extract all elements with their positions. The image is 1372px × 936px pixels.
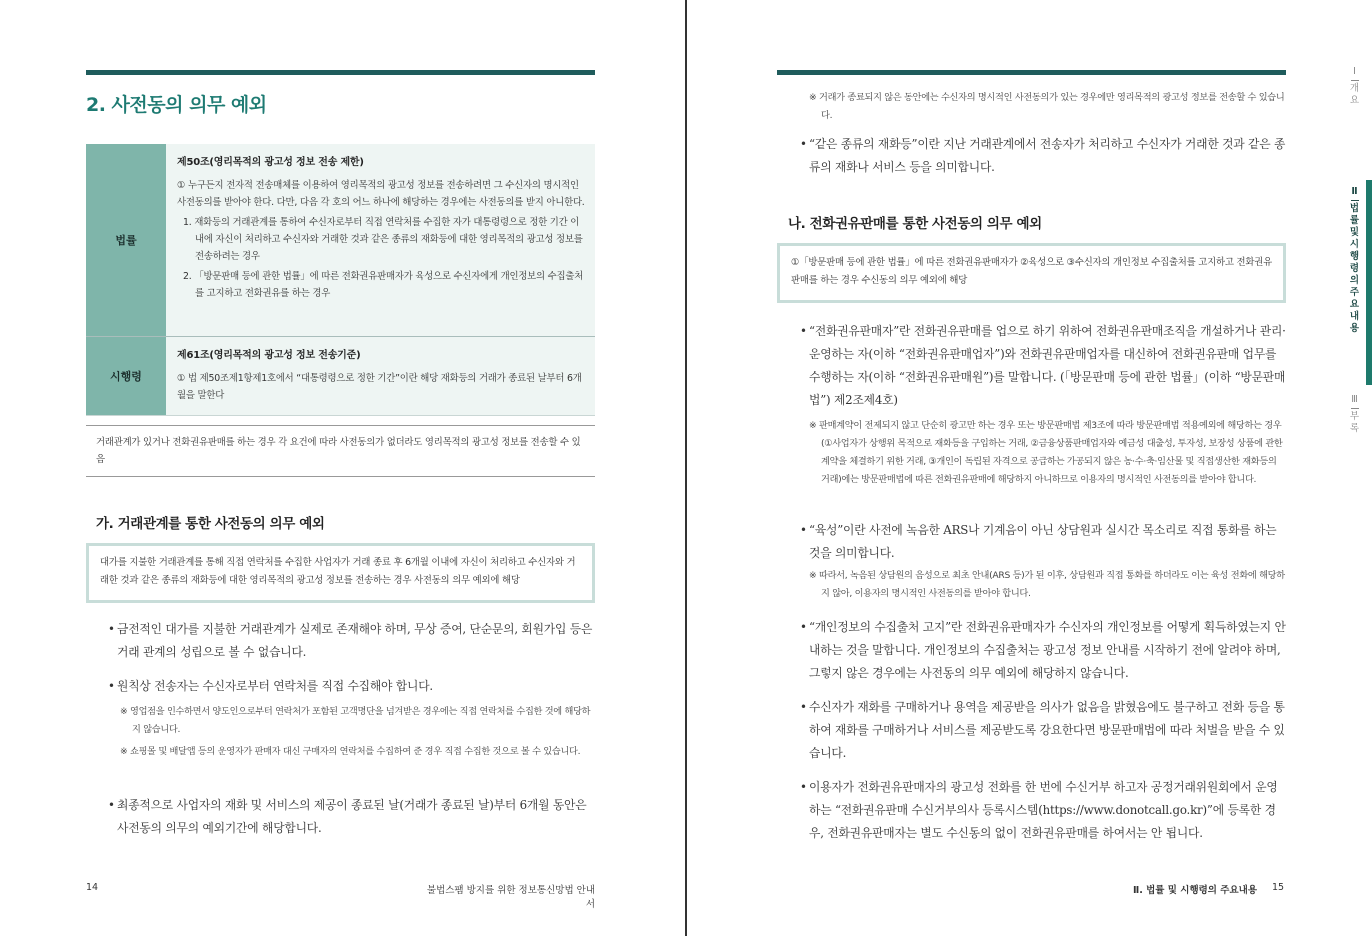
tab-char: 시 (1349, 239, 1360, 250)
law-table (86, 144, 595, 416)
bullet-dot: • (800, 700, 807, 714)
law-label: 법률 (86, 144, 166, 336)
footer-title: Ⅱ. 법률 및 시행령의 주요내용 (1132, 885, 1257, 896)
bullet-dot: • (800, 137, 807, 151)
article-title: 제61조(영리목적의 광고성 정보 전송기준) (177, 350, 361, 361)
bullet-item (800, 133, 1287, 179)
bullet-item (800, 696, 1287, 765)
bullet-dot: • (108, 798, 115, 812)
note-item: ※ 거래가 종료되지 않은 동안에는 수신자의 명시적인 사전동의가 있는 경우에만 영리목적의 광고성 정보를 전송할 수 있습니다. (809, 92, 1285, 121)
subsection-title-a: 가. 거래관계를 통한 사전동의 의무 예외 (96, 516, 325, 532)
notes-list (809, 417, 1287, 493)
law-label: 시행령 (86, 337, 166, 415)
chapter-tab-1[interactable] (1337, 66, 1372, 107)
tab-char: 요 (1349, 299, 1360, 310)
article-item: 1. 재화등의 거래관계를 통하여 수신자로부터 직접 연락처를 수집한 자가 대통령령으로 정한 기간 이내에 자신이 처리하고 수신자와 거래한 것과 같은 종류의 재화등에 대한 영리목적의 광고성 정보를 전송하려는 경우 (183, 217, 583, 262)
law-body (166, 144, 595, 336)
article-title: 제50조(영리목적의 광고성 정보 전송 제한) (177, 157, 364, 168)
bullet-text: “육성”이란 사전에 녹음한 ARS나 기계음이 아닌 상담원과 실시간 목소리로 직접 통화를 하는 것을 의미합니다. (809, 523, 1277, 560)
note-item: ※ 판매계약이 전제되지 않고 단순히 광고만 하는 경우 또는 방문판매법 제3조에 따라 방문판매법 적용예외에 해당하는 경우(①사업자가 상행위 목적으로 재화등을 구입하는 거래, ②금융상품판매업자와 예금성 대출성, 투자성, 보장성 상품에 관한 계약을 체결하기 위한 거래, ③개인이 독립된 자격으로 공급하는 가공되지 않은 농·수·축·임산물 및 직접생산한 재화등의 거래)에는 방문판매법에 따른 전화권유판매에 해당하지 아니하므로 이용자의 명시적인 사전동의를 받아야 합니다. (809, 420, 1283, 485)
note-item: ※ 영업점을 인수하면서 양도인으로부터 연락처가 포함된 고객명단을 넘겨받은 경우에는 직접 연락처를 수집한 것에 해당하지 않습니다. (120, 706, 591, 735)
right-page (687, 0, 1372, 936)
bullet-text: “같은 종류의 재화등”이란 지난 거래관계에서 전송자가 처리하고 수신자가 거래한 것과 같은 종류의 재화나 서비스 등을 의미합니다. (809, 137, 1286, 174)
section-title: 2. 사전동의 의무 예외 (86, 94, 267, 116)
bullet-dot: • (800, 324, 807, 338)
tab-char: 록 (1349, 423, 1360, 434)
tab-char: 용 (1349, 323, 1360, 334)
bullet-item (108, 618, 595, 664)
bullet-item (800, 519, 1287, 565)
tab-char: 령 (1349, 263, 1360, 274)
subsection-title-b: 나. 전화권유판매를 통한 사전동의 의무 예외 (788, 216, 1042, 232)
bullet-text: 수신자가 재화를 구매하거나 용역을 제공받을 의사가 없음을 밝혔음에도 불구하고 전화 등을 통하여 재화를 구매하거나 서비스를 제공받도록 강요한다면 방문판매법에 따라 처벌을 받을 수 있습니다. (809, 700, 1285, 760)
bullet-item (800, 320, 1287, 412)
highlight-box-b: ①「방문판매 등에 관한 법률」에 따른 전화권유판매자가 ②육성으로 ③수신자의 개인정보 수집출처를 고지하고 전화권유판매를 하는 경우 수신동의 의무 예외에 해당 (777, 243, 1286, 303)
chapter-tab-3[interactable] (1337, 394, 1372, 435)
top-rule (86, 70, 595, 75)
left-page (0, 0, 685, 936)
article-paragraph: ① 누구든지 전자적 전송매체를 이용하여 영리목적의 광고성 정보를 전송하려면 그 수신자의 명시적인 사전동의를 받아야 한다. 다만, 다음 각 호의 어느 하나에 해당하는 경우에는 사전동의를 받지 아니한다. (177, 180, 585, 208)
page-number: 14 (86, 882, 99, 893)
note-item: ※ 따라서, 녹음된 상담원의 음성으로 최초 안내(ARS 등)가 된 이후, 상담원과 직접 통화를 하더라도 이는 육성 전화에 해당하지 않아, 이용자의 명시적인 사전동의를 받아야 합니다. (809, 570, 1285, 599)
bullet-dot: • (108, 622, 115, 636)
bullet-text: 금전적인 대가를 지불한 거래관계가 실제로 존재해야 하며, 무상 증여, 단순문의, 회원가입 등은 거래 관계의 성립으로 볼 수 없습니다. (117, 622, 593, 659)
tab-char: 내 (1349, 311, 1360, 322)
summary-note: 거래관계가 있거나 전화권유판매를 하는 경우 각 요건에 따라 사전동의가 없더라도 영리목적의 광고성 정보를 전송할 수 있음 (86, 425, 595, 477)
bullet-item (108, 794, 595, 840)
notes-list (120, 703, 595, 765)
bullet-text: 원칙상 전송자는 수신자로부터 연락처를 직접 수집해야 합니다. (117, 679, 433, 693)
tab-char: 행 (1349, 251, 1360, 262)
tab-char: 요 (1349, 95, 1360, 106)
bullet-text: “개인정보의 수집출처 고지”란 전화권유판매자가 수신자의 개인정보를 어떻게 획득하였는지 안내하는 것을 말합니다. 개인정보의 수집출처는 광고성 정보 안내를 시작하기 전에 알려야 하며, 그렇지 않은 경우에는 사전동의 의무 예외에 해당하지 않습니다. (809, 620, 1286, 680)
bullet-item (108, 675, 595, 698)
bullet-item (800, 616, 1287, 685)
bullet-dot: • (800, 780, 807, 794)
top-note (809, 89, 1287, 129)
tab-roman: Ⅰ (1353, 66, 1356, 77)
tab-char: 법 (1349, 203, 1360, 214)
footer-title: 불법스팸 방지를 위한 정보통신망법 안내서 (426, 885, 595, 910)
tab-char: 및 (1349, 227, 1360, 238)
bullet-text: 이용자가 전화권유판매자의 광고성 전화를 한 번에 수신거부 하고자 공정거래위원회에서 운영하는 “전화권유판매 수신거부의사 등록시스템(https://www.donotcall.go.kr)”에 등록한 경우, 전화권유판매자는 별도 수신동의 없이 전화권유판매를 하여서는 안 됩니다. (809, 780, 1278, 840)
chapter-tab-2[interactable] (1337, 186, 1372, 335)
bullet-dot: • (800, 523, 807, 537)
bullet-dot: • (800, 620, 807, 634)
bullet-dot: • (108, 679, 115, 693)
tab-char: 부 (1349, 411, 1360, 422)
bullet-text: “전화권유판매자”란 전화권유판매를 업으로 하기 위하여 전화권유판매조직을 개설하거나 관리·운영하는 자(이하 “전화권유판매업자”)와 전화권유판매업자를 대신하여 전화권유판매 업무를 수행하는 자(이하 “전화권유판매원”)를 말합니다. (「방문판매 등에 관한 법률」(이하 “방문판매법”) 제2조제4호) (809, 324, 1286, 407)
notes-list (809, 567, 1287, 607)
top-rule (777, 70, 1286, 75)
law-row-act (86, 144, 595, 336)
tab-char: 의 (1349, 275, 1360, 286)
bullet-text: 최종적으로 사업자의 재화 및 서비스의 제공이 종료된 날(거래가 종료된 날)부터 6개월 동안은 사전동의 의무의 예외기간에 해당합니다. (117, 798, 587, 835)
article-item: 2. 「방문판매 등에 관한 법률」에 따른 전화권유판매자가 육성으로 수신자에게 개인정보의 수집출처를 고지하고 전화권유를 하는 경우 (183, 271, 584, 299)
tab-char: 률 (1349, 215, 1360, 226)
tab-char: 주 (1349, 287, 1360, 298)
note-item: ※ 쇼핑몰 및 배달앱 등의 운영자가 판매자 대신 구매자의 연락처를 수집하여 준 경우 직접 수집한 것으로 볼 수 있습니다. (120, 746, 581, 757)
page-number: 15 (1272, 882, 1285, 893)
law-row-decree (86, 336, 595, 415)
law-body (166, 337, 595, 415)
highlight-box-a: 대가를 지불한 거래관계를 통해 직접 연락처를 수집한 사업자가 거래 종료 후 6개월 이내에 자신이 처리하고 수신자와 거래한 것과 같은 종류의 재화등에 대한 영리목적의 광고성 정보를 전송하는 경우 사전동의 의무 예외에 해당 (86, 543, 595, 603)
article-paragraph: ① 법 제50조제1항제1호에서 “대통령령으로 정한 기간”이란 해당 재화등의 거래가 종료된 날부터 6개월을 말한다 (177, 373, 582, 401)
tab-char: 개 (1349, 83, 1360, 94)
tab-roman: Ⅱ (1351, 186, 1358, 197)
tab-roman: Ⅲ (1351, 394, 1358, 405)
bullet-item (800, 776, 1287, 845)
